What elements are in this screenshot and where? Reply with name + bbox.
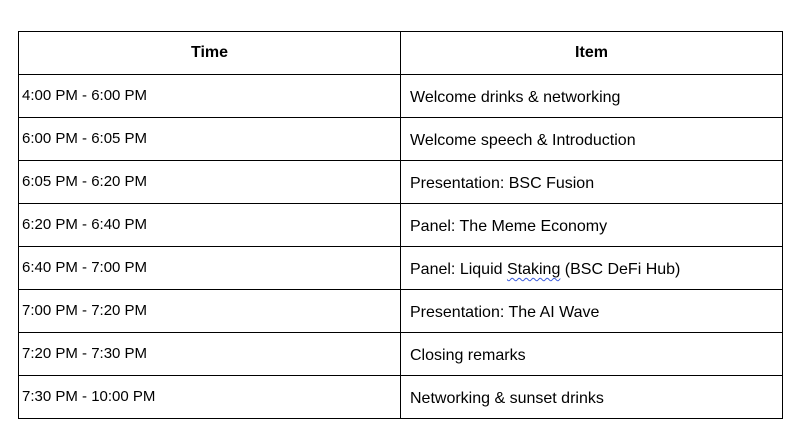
item-text: Welcome speech & Introduction [410, 132, 636, 149]
item-text: Presentation: BSC Fusion [410, 175, 595, 192]
item-cell[interactable] [401, 376, 783, 419]
header-row [19, 32, 783, 75]
item-text: Networking & sunset drinks [410, 390, 604, 407]
time-text: 6:00 PM - 6:05 PM [22, 130, 148, 147]
item-cell[interactable] [401, 75, 783, 118]
table-row [19, 204, 783, 247]
table-row [19, 333, 783, 376]
time-cell[interactable] [19, 204, 401, 247]
time-text: 6:20 PM - 6:40 PM [22, 216, 148, 233]
item-text: Presentation: The AI Wave [410, 304, 600, 321]
time-cell[interactable] [19, 290, 401, 333]
schedule-table [18, 31, 783, 419]
item-text: Welcome drinks & networking [410, 89, 621, 106]
item-cell[interactable] [401, 204, 783, 247]
table-row [19, 376, 783, 419]
item-cell[interactable] [401, 247, 783, 290]
item-cell[interactable] [401, 333, 783, 376]
time-text: 7:00 PM - 7:20 PM [22, 302, 148, 319]
table-row [19, 118, 783, 161]
spellcheck-flagged-word[interactable]: Staking [506, 261, 561, 278]
time-text: 7:30 PM - 10:00 PM [22, 388, 156, 405]
item-cell[interactable] [401, 118, 783, 161]
item-text [401, 247, 782, 279]
item-text-prefix: Panel: Liquid [410, 261, 507, 278]
time-cell[interactable] [19, 161, 401, 204]
time-text: 4:00 PM - 6:00 PM [22, 87, 148, 104]
item-text: Panel: The Meme Economy [410, 218, 608, 235]
time-text: 7:20 PM - 7:30 PM [22, 345, 148, 362]
time-cell[interactable] [19, 333, 401, 376]
time-cell[interactable] [19, 247, 401, 290]
header-item[interactable]: Item [401, 32, 783, 75]
item-text: Closing remarks [410, 347, 526, 364]
time-text: 6:40 PM - 7:00 PM [22, 259, 148, 276]
item-cell[interactable] [401, 161, 783, 204]
item-cell[interactable] [401, 290, 783, 333]
table-row [19, 75, 783, 118]
header-time[interactable]: Time [19, 32, 401, 75]
item-text-suffix: (BSC DeFi Hub) [560, 261, 681, 278]
table-row [19, 247, 783, 290]
time-cell[interactable] [19, 75, 401, 118]
table-row [19, 161, 783, 204]
time-cell[interactable] [19, 376, 401, 419]
table-row [19, 290, 783, 333]
time-text: 6:05 PM - 6:20 PM [22, 173, 148, 190]
time-cell[interactable] [19, 118, 401, 161]
